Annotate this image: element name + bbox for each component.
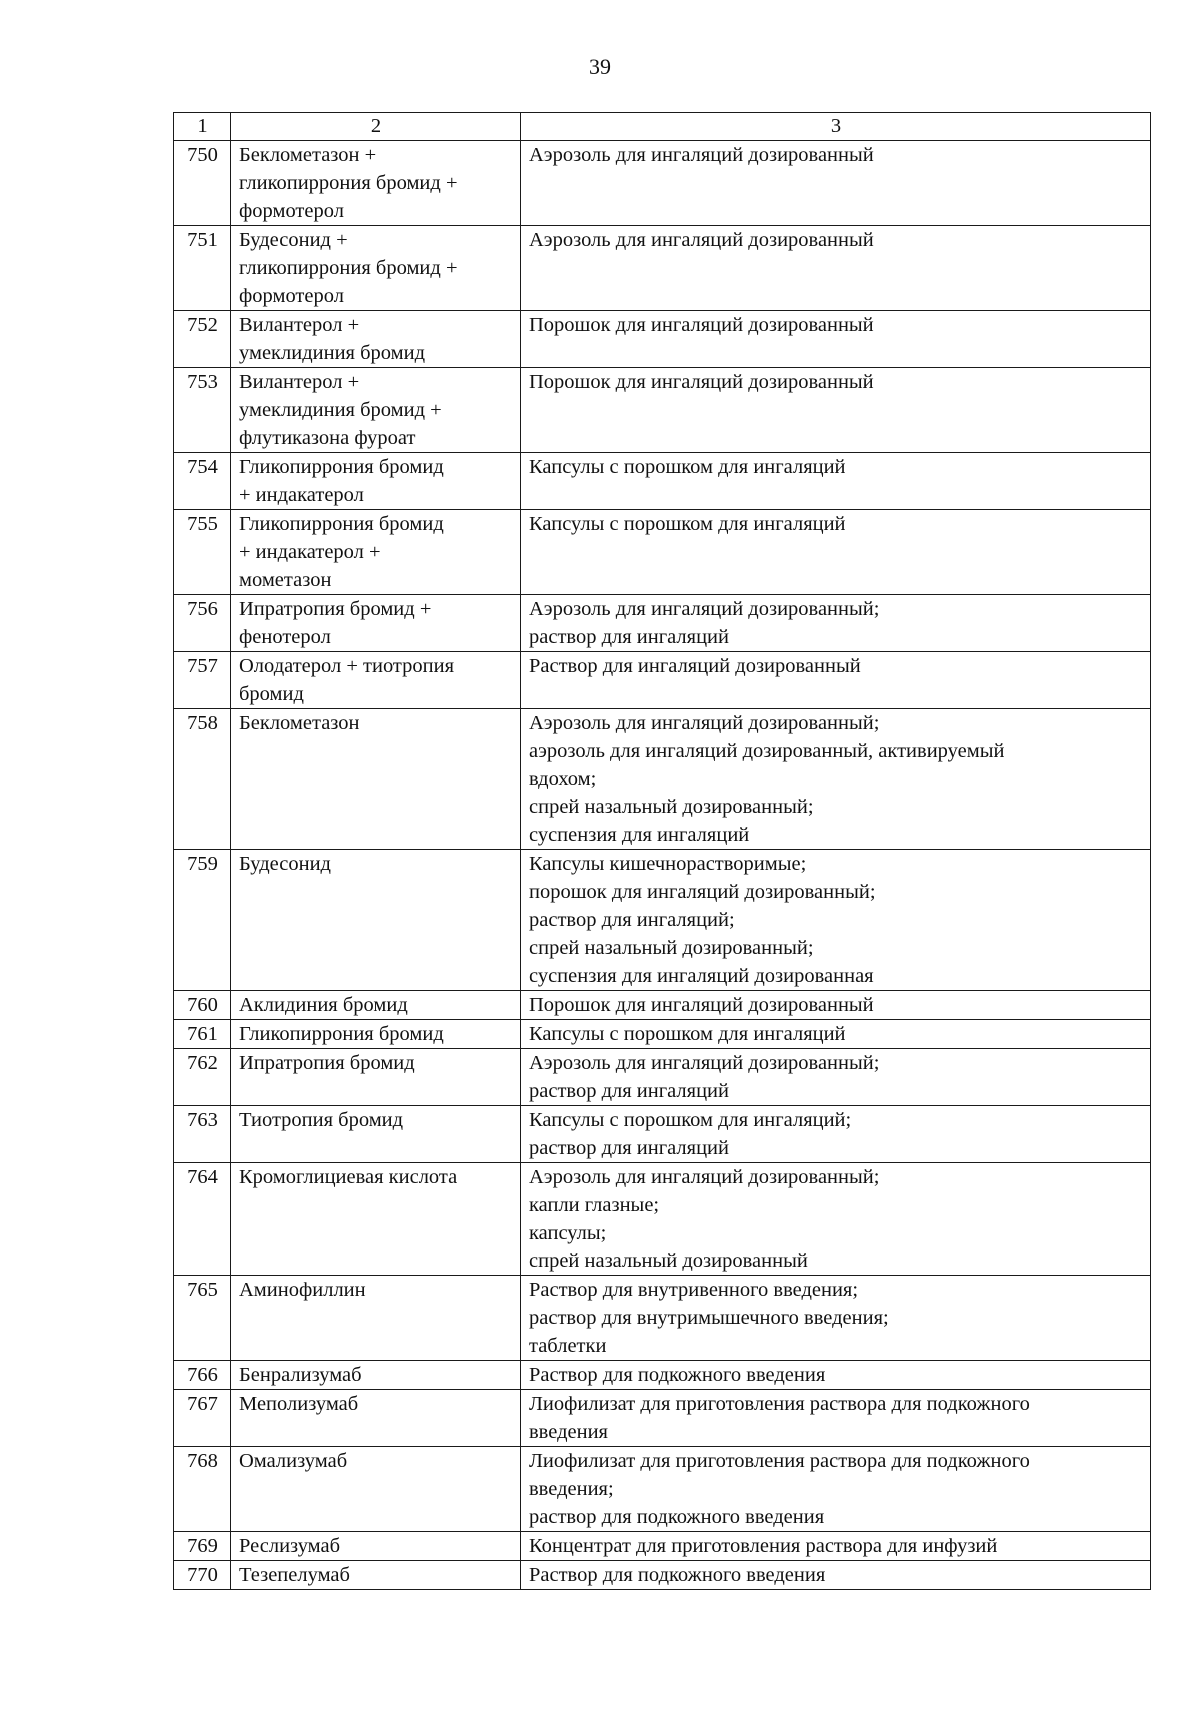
drug-name-cell	[231, 652, 521, 709]
dosage-form-line: спрей назальный дозированный	[529, 1250, 808, 1272]
drug-name-line: Будесонид +	[239, 229, 348, 251]
drug-name-line: Бенрализумаб	[239, 1364, 362, 1386]
row-number: 762	[174, 1049, 231, 1106]
drug-name-line: Вилантерол +	[239, 371, 360, 393]
drug-name-line: Беклометазон +	[239, 144, 377, 166]
drug-name-cell	[231, 1020, 521, 1049]
dosage-form-line: Аэрозоль для ингаляций дозированный;	[529, 712, 880, 734]
drug-name-cell	[231, 311, 521, 368]
row-number: 759	[174, 850, 231, 991]
row-number: 761	[174, 1020, 231, 1049]
header-col-3: 3	[521, 113, 1151, 141]
dosage-form-line: раствор для внутримышечного введения;	[529, 1307, 889, 1329]
drug-name-cell	[231, 595, 521, 652]
row-number: 760	[174, 991, 231, 1020]
dosage-forms-cell	[521, 709, 1151, 850]
dosage-form-line: Порошок для ингаляций дозированный	[529, 994, 874, 1016]
dosage-form-line: Раствор для подкожного введения	[529, 1564, 826, 1586]
dosage-form-line: Капсулы с порошком для ингаляций	[529, 456, 846, 478]
table-row	[174, 1361, 1151, 1390]
dosage-form-line: аэрозоль для ингаляций дозированный, активируемый	[529, 740, 1005, 762]
drug-name-line: + индакатерол +	[239, 541, 381, 563]
dosage-forms-cell	[521, 368, 1151, 453]
dosage-forms-cell	[521, 1163, 1151, 1276]
row-number: 757	[174, 652, 231, 709]
header-col-1: 1	[174, 113, 231, 141]
drug-name-line: формотерол	[239, 285, 344, 307]
row-number: 756	[174, 595, 231, 652]
drug-name-cell	[231, 991, 521, 1020]
dosage-form-line: Порошок для ингаляций дозированный	[529, 371, 874, 393]
dosage-form-line: Аэрозоль для ингаляций дозированный;	[529, 1166, 880, 1188]
row-number: 752	[174, 311, 231, 368]
drug-name-line: Омализумаб	[239, 1450, 348, 1472]
drug-name-cell	[231, 850, 521, 991]
drug-name-line: Тезепелумаб	[239, 1564, 350, 1586]
row-number: 763	[174, 1106, 231, 1163]
drug-name-line: Ипратропия бромид +	[239, 598, 432, 620]
dosage-form-line: раствор для ингаляций	[529, 1137, 729, 1159]
dosage-form-line: Капсулы с порошком для ингаляций;	[529, 1109, 852, 1131]
table-row	[174, 510, 1151, 595]
dosage-forms-cell	[521, 1020, 1151, 1049]
table-row	[174, 226, 1151, 311]
drug-name-line: Аклидиния бромид	[239, 994, 408, 1016]
table-row	[174, 1561, 1151, 1590]
drug-name-line: Гликопиррония бромид	[239, 513, 444, 535]
drug-name-cell	[231, 1106, 521, 1163]
drug-name-line: + индакатерол	[239, 484, 364, 506]
dosage-form-line: спрей назальный дозированный;	[529, 796, 814, 818]
table-row	[174, 709, 1151, 850]
dosage-form-line: раствор для подкожного введения	[529, 1506, 825, 1528]
table-row	[174, 652, 1151, 709]
drug-name-line: Беклометазон	[239, 712, 360, 734]
dosage-form-line: Капсулы с порошком для ингаляций	[529, 1023, 846, 1045]
row-number: 764	[174, 1163, 231, 1276]
drug-name-cell	[231, 510, 521, 595]
drug-name-line: Меполизумаб	[239, 1393, 359, 1415]
row-number: 766	[174, 1361, 231, 1390]
drug-name-line: Вилантерол +	[239, 314, 360, 336]
dosage-form-line: суспензия для ингаляций дозированная	[529, 965, 874, 987]
drug-name-line: гликопиррония бромид +	[239, 257, 458, 279]
table-row	[174, 1390, 1151, 1447]
table-row	[174, 1049, 1151, 1106]
drug-name-line: Гликопиррония бромид	[239, 456, 444, 478]
drug-name-cell	[231, 1532, 521, 1561]
table-row	[174, 1163, 1151, 1276]
dosage-forms-cell	[521, 1106, 1151, 1163]
drug-name-cell	[231, 1447, 521, 1532]
dosage-form-line: Аэрозоль для ингаляций дозированный;	[529, 1052, 880, 1074]
dosage-form-line: Капсулы кишечнорастворимые;	[529, 853, 807, 875]
drug-name-line: Аминофиллин	[239, 1279, 366, 1301]
dosage-forms-cell	[521, 311, 1151, 368]
dosage-form-line: Аэрозоль для ингаляций дозированный	[529, 144, 874, 166]
dosage-form-line: спрей назальный дозированный;	[529, 937, 814, 959]
row-number: 751	[174, 226, 231, 311]
dosage-form-line: раствор для ингаляций	[529, 626, 729, 648]
row-number: 765	[174, 1276, 231, 1361]
dosage-form-line: капли глазные;	[529, 1194, 660, 1216]
dosage-forms-cell	[521, 850, 1151, 991]
drug-name-cell	[231, 709, 521, 850]
dosage-form-line: капсулы;	[529, 1222, 607, 1244]
drug-name-cell	[231, 1276, 521, 1361]
dosage-form-line: Раствор для ингаляций дозированный	[529, 655, 861, 677]
dosage-forms-cell	[521, 453, 1151, 510]
table-row	[174, 141, 1151, 226]
page-number: 39	[589, 54, 611, 79]
table-row	[174, 595, 1151, 652]
drug-name-line: Олодатерол + тиотропия	[239, 655, 455, 677]
dosage-form-line: Раствор для внутривенного введения;	[529, 1279, 859, 1301]
drug-name-line: умеклидиния бромид	[239, 342, 426, 364]
drug-name-line: Реслизумаб	[239, 1535, 341, 1557]
header-col-2: 2	[231, 113, 521, 141]
table-row	[174, 1020, 1151, 1049]
drug-name-cell	[231, 1163, 521, 1276]
table-row	[174, 368, 1151, 453]
dosage-forms-cell	[521, 510, 1151, 595]
table-row	[174, 991, 1151, 1020]
drug-name-line: гликопиррония бромид +	[239, 172, 458, 194]
table-row	[174, 1447, 1151, 1532]
drug-name-cell	[231, 141, 521, 226]
dosage-forms-cell	[521, 1447, 1151, 1532]
dosage-form-line: Лиофилизат для приготовления раствора для подкожного	[529, 1393, 1030, 1415]
dosage-form-line: введения;	[529, 1478, 614, 1500]
dosage-form-line: Раствор для подкожного введения	[529, 1364, 826, 1386]
row-number: 769	[174, 1532, 231, 1561]
row-number: 754	[174, 453, 231, 510]
drug-name-cell	[231, 453, 521, 510]
drug-name-cell	[231, 1049, 521, 1106]
table-row	[174, 311, 1151, 368]
drug-name-cell	[231, 1561, 521, 1590]
table-row	[174, 850, 1151, 991]
table-row	[174, 453, 1151, 510]
table-header	[174, 113, 1151, 141]
drug-name-line: Будесонид	[239, 853, 331, 875]
drug-name-line: Кромоглициевая кислота	[239, 1166, 458, 1188]
row-number: 767	[174, 1390, 231, 1447]
dosage-forms-cell	[521, 1276, 1151, 1361]
dosage-form-line: Капсулы с порошком для ингаляций	[529, 513, 846, 535]
row-number: 753	[174, 368, 231, 453]
drug-name-line: Гликопиррония бромид	[239, 1023, 444, 1045]
row-number: 758	[174, 709, 231, 850]
drug-name-line: Ипратропия бромид	[239, 1052, 415, 1074]
dosage-forms-cell	[521, 1049, 1151, 1106]
drug-name-line: флутиказона фуроат	[239, 427, 416, 449]
row-number: 768	[174, 1447, 231, 1532]
drug-name-line: умеклидиния бромид +	[239, 399, 442, 421]
header-row	[174, 113, 1151, 141]
dosage-forms-cell	[521, 1390, 1151, 1447]
row-number: 755	[174, 510, 231, 595]
drug-name-line: фенотерол	[239, 626, 331, 648]
dosage-form-line: введения	[529, 1421, 608, 1443]
dosage-form-line: раствор для ингаляций;	[529, 909, 735, 931]
dosage-forms-cell	[521, 226, 1151, 311]
table-body	[174, 141, 1151, 1590]
dosage-form-line: порошок для ингаляций дозированный;	[529, 881, 876, 903]
dosage-form-line: таблетки	[529, 1335, 607, 1357]
dosage-forms-cell	[521, 1532, 1151, 1561]
dosage-forms-cell	[521, 991, 1151, 1020]
table-row	[174, 1106, 1151, 1163]
dosage-form-line: Лиофилизат для приготовления раствора для подкожного	[529, 1450, 1030, 1472]
dosage-forms-cell	[521, 1361, 1151, 1390]
drug-table	[173, 112, 1151, 1590]
table-row	[174, 1532, 1151, 1561]
dosage-forms-cell	[521, 652, 1151, 709]
drug-name-cell	[231, 1390, 521, 1447]
drug-name-cell	[231, 1361, 521, 1390]
drug-name-line: формотерол	[239, 200, 344, 222]
dosage-form-line: суспензия для ингаляций	[529, 824, 750, 846]
row-number: 770	[174, 1561, 231, 1590]
dosage-form-line: Порошок для ингаляций дозированный	[529, 314, 874, 336]
drug-name-cell	[231, 226, 521, 311]
dosage-form-line: Аэрозоль для ингаляций дозированный;	[529, 598, 880, 620]
dosage-form-line: Концентрат для приготовления раствора для инфузий	[529, 1535, 998, 1557]
drug-name-line: Тиотропия бромид	[239, 1109, 404, 1131]
dosage-forms-cell	[521, 141, 1151, 226]
drug-name-line: мометазон	[239, 569, 332, 591]
table-row	[174, 1276, 1151, 1361]
dosage-forms-cell	[521, 1561, 1151, 1590]
dosage-form-line: вдохом;	[529, 768, 597, 790]
drug-name-cell	[231, 368, 521, 453]
dosage-form-line: Аэрозоль для ингаляций дозированный	[529, 229, 874, 251]
drug-name-line: бромид	[239, 683, 304, 705]
row-number: 750	[174, 141, 231, 226]
dosage-forms-cell	[521, 595, 1151, 652]
dosage-form-line: раствор для ингаляций	[529, 1080, 729, 1102]
